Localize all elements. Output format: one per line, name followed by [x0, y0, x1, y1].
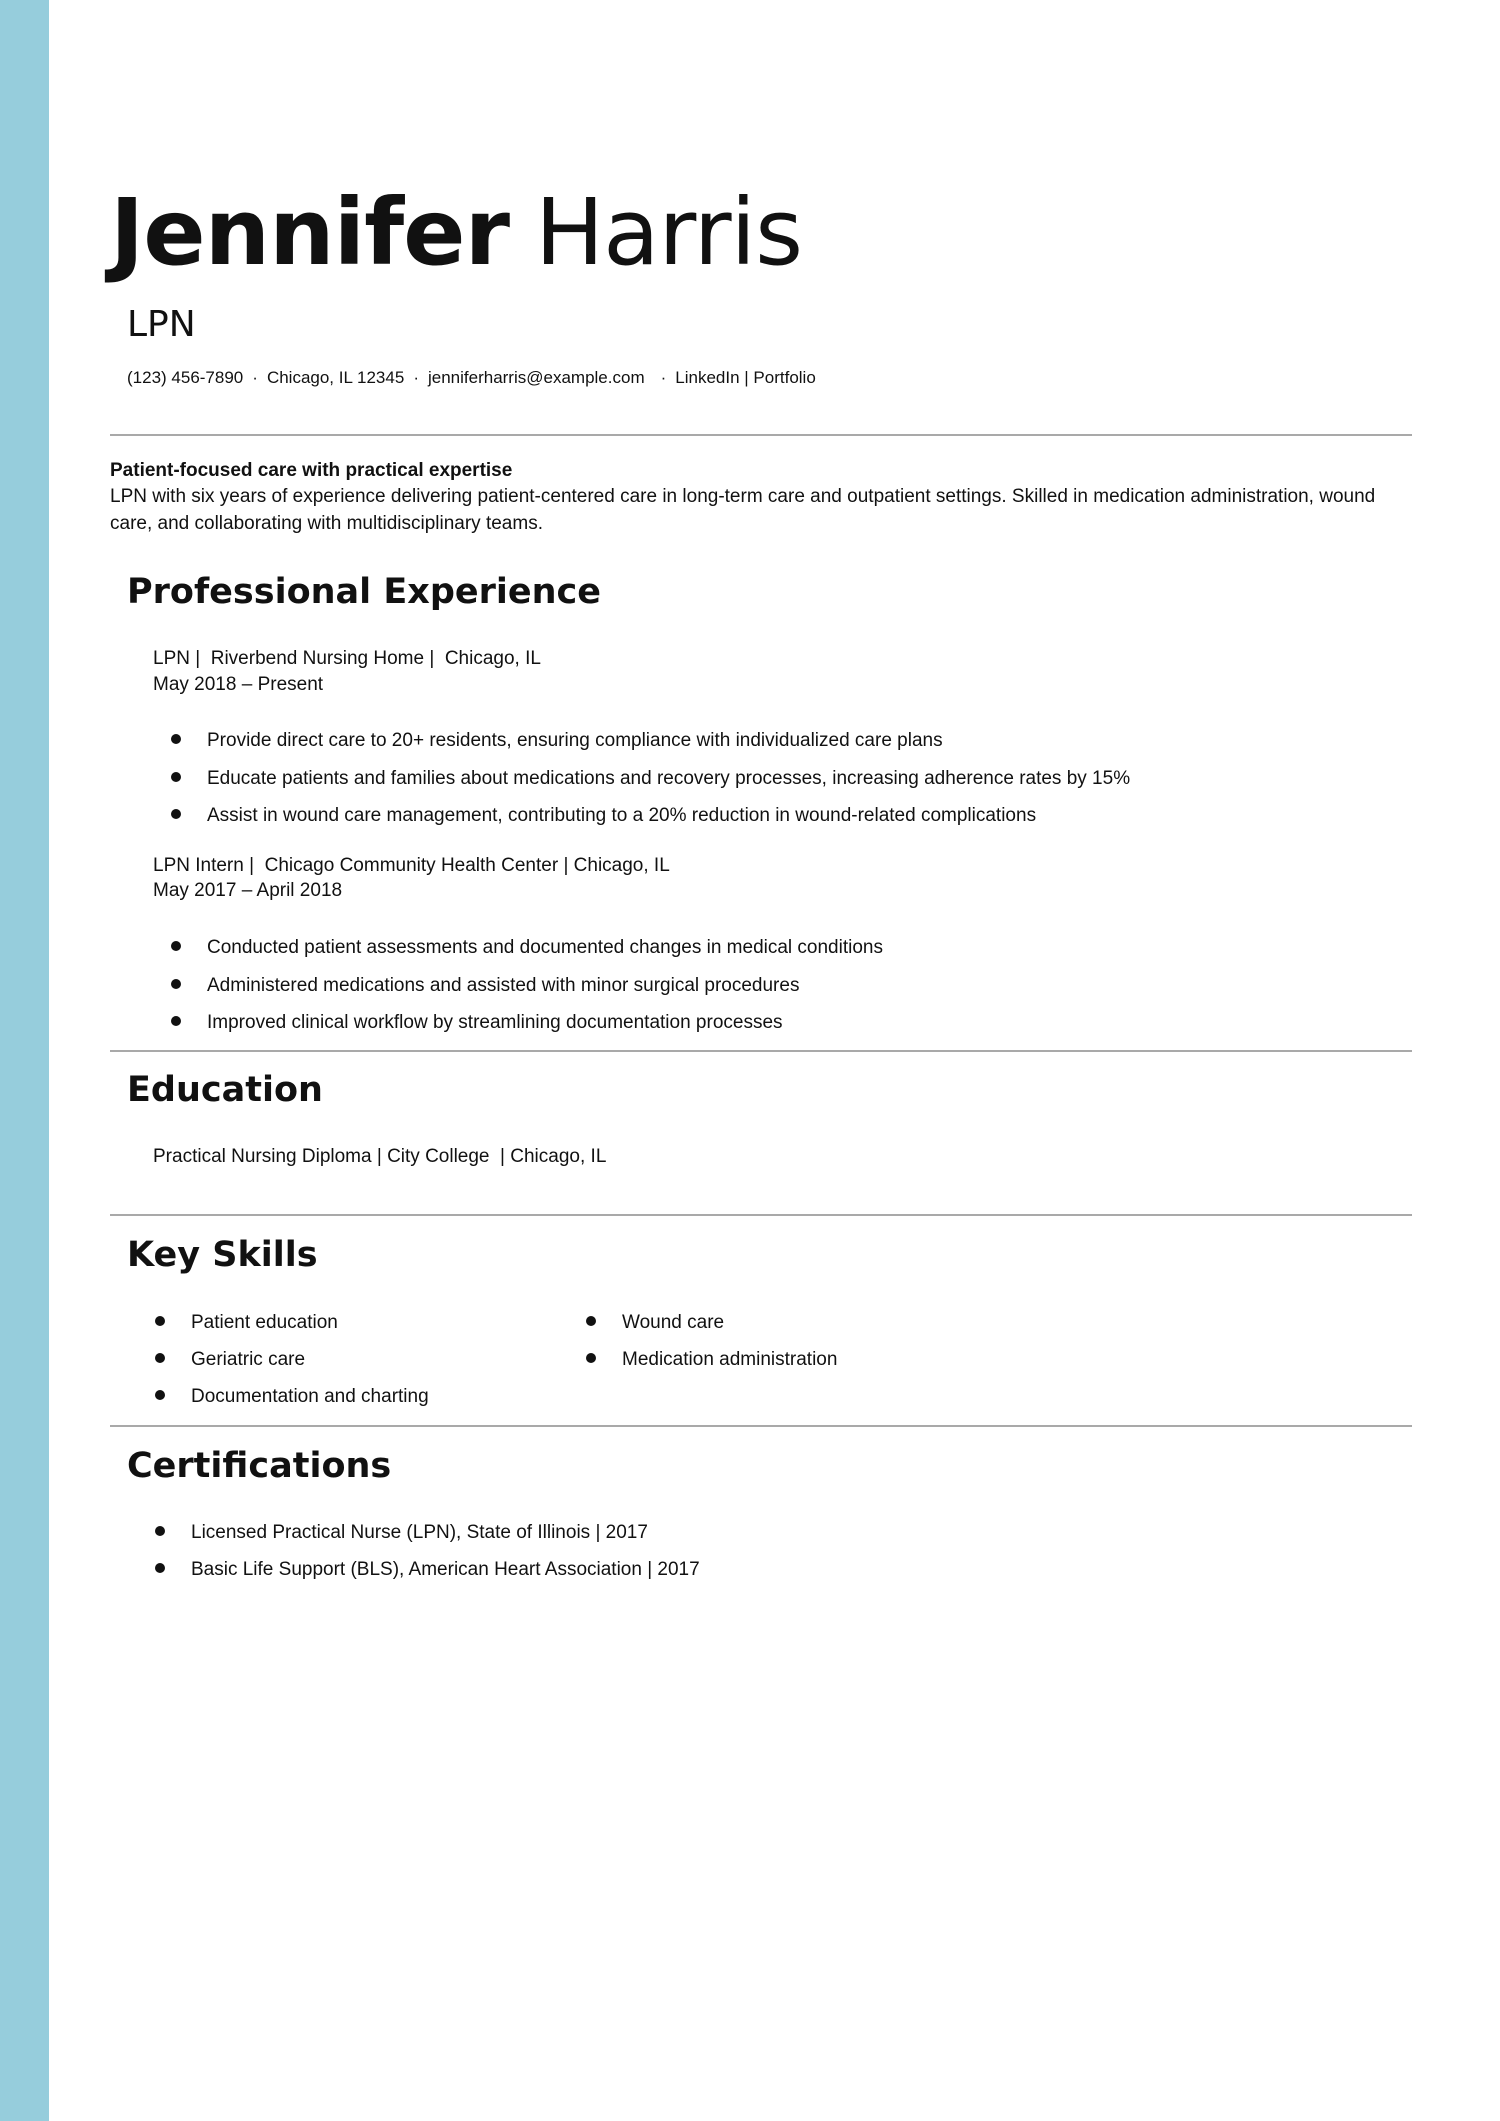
- bullet-text: Administered medications and assisted with minor surgical procedures: [207, 974, 800, 996]
- section-title-experience: Professional Experience: [127, 572, 602, 612]
- bullet-icon: [171, 941, 181, 951]
- skill-text: Geriatric care: [191, 1349, 306, 1370]
- certification-text: Basic Life Support (BLS), American Heart Association | 2017: [191, 1559, 700, 1580]
- job-dates: May 2018 – Present: [153, 674, 324, 695]
- bullet-text: Educate patients and families about medications and recovery processes, increasing adherence rates by 15%: [207, 767, 1131, 789]
- bullet-text: Conducted patient assessments and documented changes in medical conditions: [207, 937, 883, 958]
- bullet-icon: [155, 1353, 165, 1363]
- skill-text: Medication administration: [622, 1349, 838, 1370]
- bullet-icon: [171, 1016, 181, 1026]
- bullet-icon: [586, 1316, 596, 1326]
- bullet-icon: [586, 1353, 596, 1363]
- contact-separator: ·: [252, 368, 258, 387]
- job-header: LPN | Riverbend Nursing Home | Chicago, IL: [153, 648, 541, 669]
- bullet-icon: [155, 1563, 165, 1573]
- bullet-text: Provide direct care to 20+ residents, ensuring compliance with individualized care plans: [207, 730, 943, 751]
- resume-page: [110, 0, 1412, 2121]
- skill-text: Wound care: [622, 1312, 725, 1333]
- bullet-icon: [155, 1526, 165, 1536]
- bullet-text: Improved clinical workflow by streamlining documentation processes: [207, 1012, 783, 1033]
- accent-sidebar: [0, 0, 49, 2121]
- divider: [110, 1050, 1412, 1052]
- bullet-text: Assist in wound care management, contributing to a 20% reduction in wound-related complications: [207, 805, 1037, 826]
- bullet-icon: [171, 809, 181, 819]
- certification-text: Licensed Practical Nurse (LPN), State of Illinois | 2017: [191, 1522, 648, 1543]
- contact-line: [127, 366, 816, 390]
- job-dates: May 2017 – April 2018: [153, 880, 343, 901]
- divider: [110, 1214, 1412, 1216]
- contact-separator: ·: [660, 368, 667, 387]
- section-title-education: Education: [127, 1070, 323, 1110]
- contact-separator: ·: [413, 368, 419, 387]
- contact-phone: (123) 456-7890: [127, 368, 244, 387]
- bullet-icon: [155, 1390, 165, 1400]
- summary-text: LPN with six years of experience delivering patient-centered care in long-term care and outpatient settings. Skilled in medication administration, wound care, and collaborating with multidisciplinary teams.: [110, 486, 1376, 534]
- skill-text: Documentation and charting: [191, 1386, 429, 1407]
- contact-links[interactable]: LinkedIn | Portfolio: [675, 368, 816, 387]
- section-title-certifications: Certifications: [127, 1446, 392, 1486]
- job-header: LPN Intern | Chicago Community Health Center | Chicago, IL: [153, 855, 670, 876]
- bullet-icon: [171, 734, 181, 744]
- job-title: LPN: [127, 304, 196, 345]
- skill-text: Patient education: [191, 1312, 338, 1333]
- bullet-icon: [155, 1316, 165, 1326]
- divider: [110, 1425, 1412, 1427]
- first-name: Jennifer: [110, 179, 509, 286]
- education-entry: Practical Nursing Diploma | City College | Chicago, IL: [153, 1146, 607, 1167]
- divider: [110, 434, 1412, 436]
- summary-headline: Patient-focused care with practical expertise: [110, 460, 513, 481]
- section-title-skills: Key Skills: [127, 1235, 318, 1275]
- contact-email[interactable]: jenniferharris@example.com: [427, 368, 645, 387]
- bullet-icon: [171, 772, 181, 782]
- bullet-icon: [171, 979, 181, 989]
- contact-location: Chicago, IL 12345: [266, 368, 405, 387]
- candidate-name: [110, 178, 802, 288]
- last-name: Harris: [534, 179, 803, 286]
